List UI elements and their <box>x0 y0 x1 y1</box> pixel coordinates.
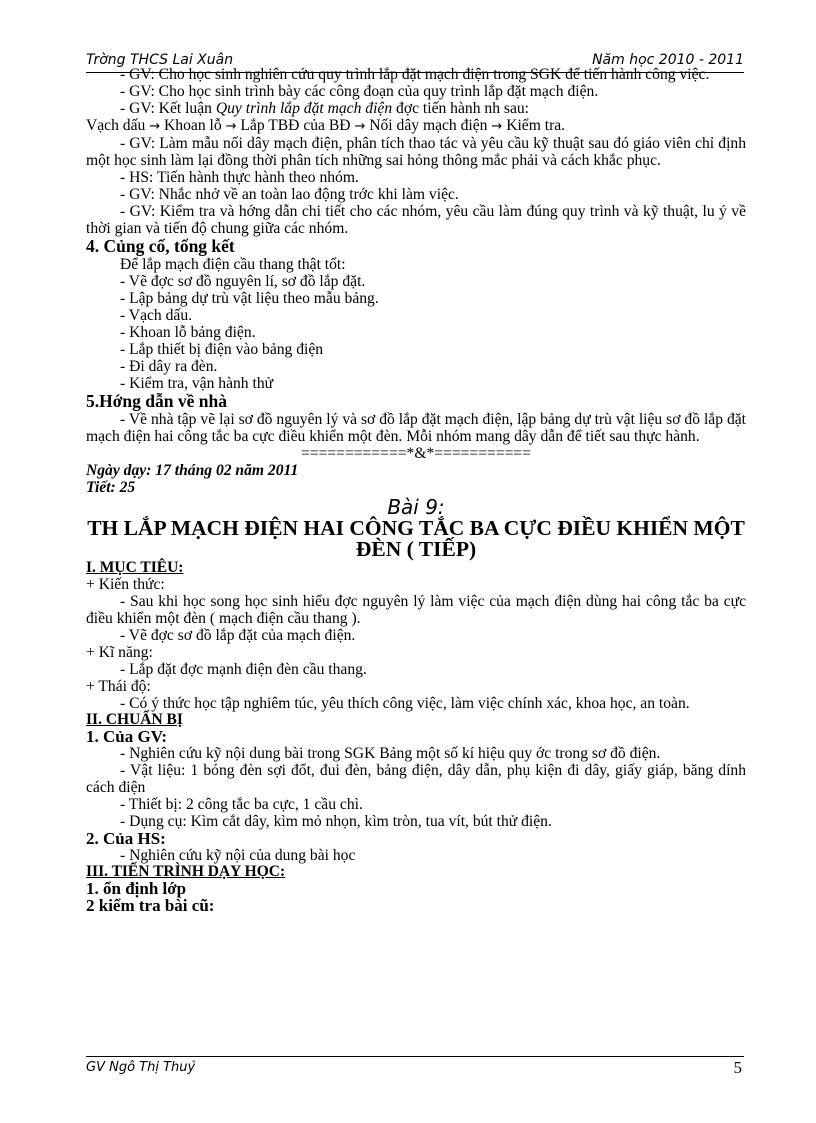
paragraph: - Có ý thức học tập nghiêm túc, yêu thích công việc, làm việc chính xác, khoa học, an toàn. <box>120 695 690 712</box>
subsection-heading: 2. Của HS: <box>86 829 166 848</box>
flow-step: Kiểm tra. <box>506 117 566 134</box>
page-body <box>86 66 746 914</box>
paragraph: - GV: Kiểm tra và hớng dẫn chi tiết cho các nhóm, yêu cầu làm đúng quy trình và kỹ thuật, lu ý về thời gian và tiến độ chung giữa các nhóm. <box>86 203 746 237</box>
paragraph <box>86 100 746 117</box>
paragraph: - Nghiên cứu kỹ nội dung bài trong SGK Bảng một số kí hiệu quy ớc trong sơ đồ điện. <box>120 745 661 762</box>
arrow-icon: → <box>149 119 161 134</box>
paragraph: - Nghiên cứu kỹ nội của dung bài học <box>120 847 356 864</box>
list-item: - Lập bảng dự trù vật liệu theo mẫu bảng. <box>120 290 379 307</box>
flow-step: Khoan lỗ <box>164 117 222 134</box>
school-name: Trờng THCS Lai Xuân <box>86 52 234 68</box>
section-heading: I. MỤC TIÊU: <box>86 559 184 576</box>
separator: ============*&*=========== <box>301 445 531 462</box>
flow-step: Lắp TBĐ của BĐ <box>240 117 351 134</box>
subsection-label: + Kĩ năng: <box>86 644 153 661</box>
arrow-icon: → <box>491 119 503 134</box>
paragraph: - Vật liệu: 1 bóng đèn sợi đốt, đui đèn, bảng điện, dây dẫn, phụ kiện đi dây, giấy giáp, băng dính cách điện <box>86 762 746 796</box>
paragraph: - GV: Nhắc nhở về an toàn lao động trớc khi làm việc. <box>120 186 459 203</box>
flow-step: Nối dây mạch điện <box>369 117 488 134</box>
school-year: Năm học 2010 - 2011 <box>592 52 744 68</box>
subsection-label: + Thái độ: <box>86 678 151 695</box>
paragraph: - Vẽ đợc sơ đồ lắp đặt của mạch điện. <box>120 627 356 644</box>
paragraph: - GV: Cho học sinh trình bày các công đoạn của quy trình lắp đặt mạch điện. <box>120 83 599 100</box>
list-item: - Vạch dấu. <box>120 307 193 324</box>
paragraph: - Lắp đặt đợc mạnh điện đèn cầu thang. <box>120 661 367 678</box>
paragraph: Để lắp mạch điện cầu thang thật tốt: <box>120 256 346 273</box>
list-item: - Khoan lỗ bảng điện. <box>120 324 256 341</box>
page-footer <box>86 1056 744 1077</box>
section-heading: II. CHUẨN BỊ <box>86 711 183 728</box>
text-span: đợc tiến hành nh sau: <box>392 100 530 117</box>
subsection-label: + Kiến thức: <box>86 576 165 593</box>
list-item: - Đi dây ra đèn. <box>120 358 218 375</box>
paragraph: - Về nhà tập vẽ lại sơ đồ nguyên lý và sơ đồ lắp đặt mạch điện, lập bảng dự trù vật liệu sơ đồ lắp đặt mạch điện hai công tắc ba cực điều khiển một đèn. Mỗi nhóm mang dây dẫn để tiết sau thực hành. <box>86 411 746 445</box>
flow-step: Vạch dấu <box>86 117 146 134</box>
page-number: 5 <box>733 1058 742 1077</box>
lesson-title: TH LẮP MẠCH ĐIỆN HAI CÔNG TẮC BA CỰC ĐIỀU KHIỂN MỘT ĐÈN ( TIẾP) <box>87 516 745 561</box>
arrow-icon: → <box>225 119 237 134</box>
subsection-heading: 1. ổn định lớp <box>86 879 187 898</box>
text-span: - GV: Kết luận <box>120 100 216 117</box>
subsection-heading: 2 kiểm tra bài cũ: <box>86 896 215 915</box>
list-item: - Vẽ đợc sơ đồ nguyên lí, sơ đồ lắp đặt. <box>120 273 366 290</box>
list-item: - Kiểm tra, vận hành thử <box>120 375 274 392</box>
paragraph: - GV: Cho học sinh nghiên cứu quy trình lắp đặt mạch điện trong SGK để tiến hành công việc. <box>120 66 710 83</box>
lesson-number: Bài 9: <box>387 495 445 519</box>
paragraph: - Sau khi học song học sinh hiểu đợc nguyên lý làm việc của mạch điện dùng hai công tắc ba cực điều khiển một đèn ( mạch điện cầu thang ). <box>86 593 746 627</box>
arrow-icon: → <box>354 119 366 134</box>
process-flow <box>86 117 746 135</box>
teacher-name: GV Ngô Thị Thuỷ <box>86 1060 196 1075</box>
lesson-period: Tiết: 25 <box>86 479 136 496</box>
lesson-date: Ngày dạy: 17 tháng 02 năm 2011 <box>86 462 299 479</box>
section-heading: 5.Hớng dẫn về nhà <box>86 391 227 411</box>
paragraph: - GV: Làm mẫu nối dây mạch điện, phân tích thao tác và yêu cầu kỹ thuật sau đó giáo viên chỉ định một học sinh làm lại đồng thời phân tích những sai hỏng thông mắc phải và cách khắc phục. <box>86 135 746 169</box>
paragraph: - Dụng cụ: Kìm cắt dây, kìm mỏ nhọn, kìm tròn, tua vít, bút thử điện. <box>120 813 552 830</box>
paragraph: - Thiết bị: 2 công tắc ba cực, 1 cầu chì. <box>120 796 363 813</box>
section-heading: III. TIẾN TRÌNH DẠY HỌC: <box>86 863 286 880</box>
section-heading: 4. Củng cố, tổng kết <box>86 236 235 256</box>
subsection-heading: 1. Của GV: <box>86 727 168 746</box>
paragraph: - HS: Tiến hành thực hành theo nhóm. <box>120 169 359 186</box>
italic-term: Quy trình lắp đặt mạch điện <box>215 100 393 117</box>
list-item: - Lắp thiết bị điện vào bảng điện <box>120 341 324 358</box>
